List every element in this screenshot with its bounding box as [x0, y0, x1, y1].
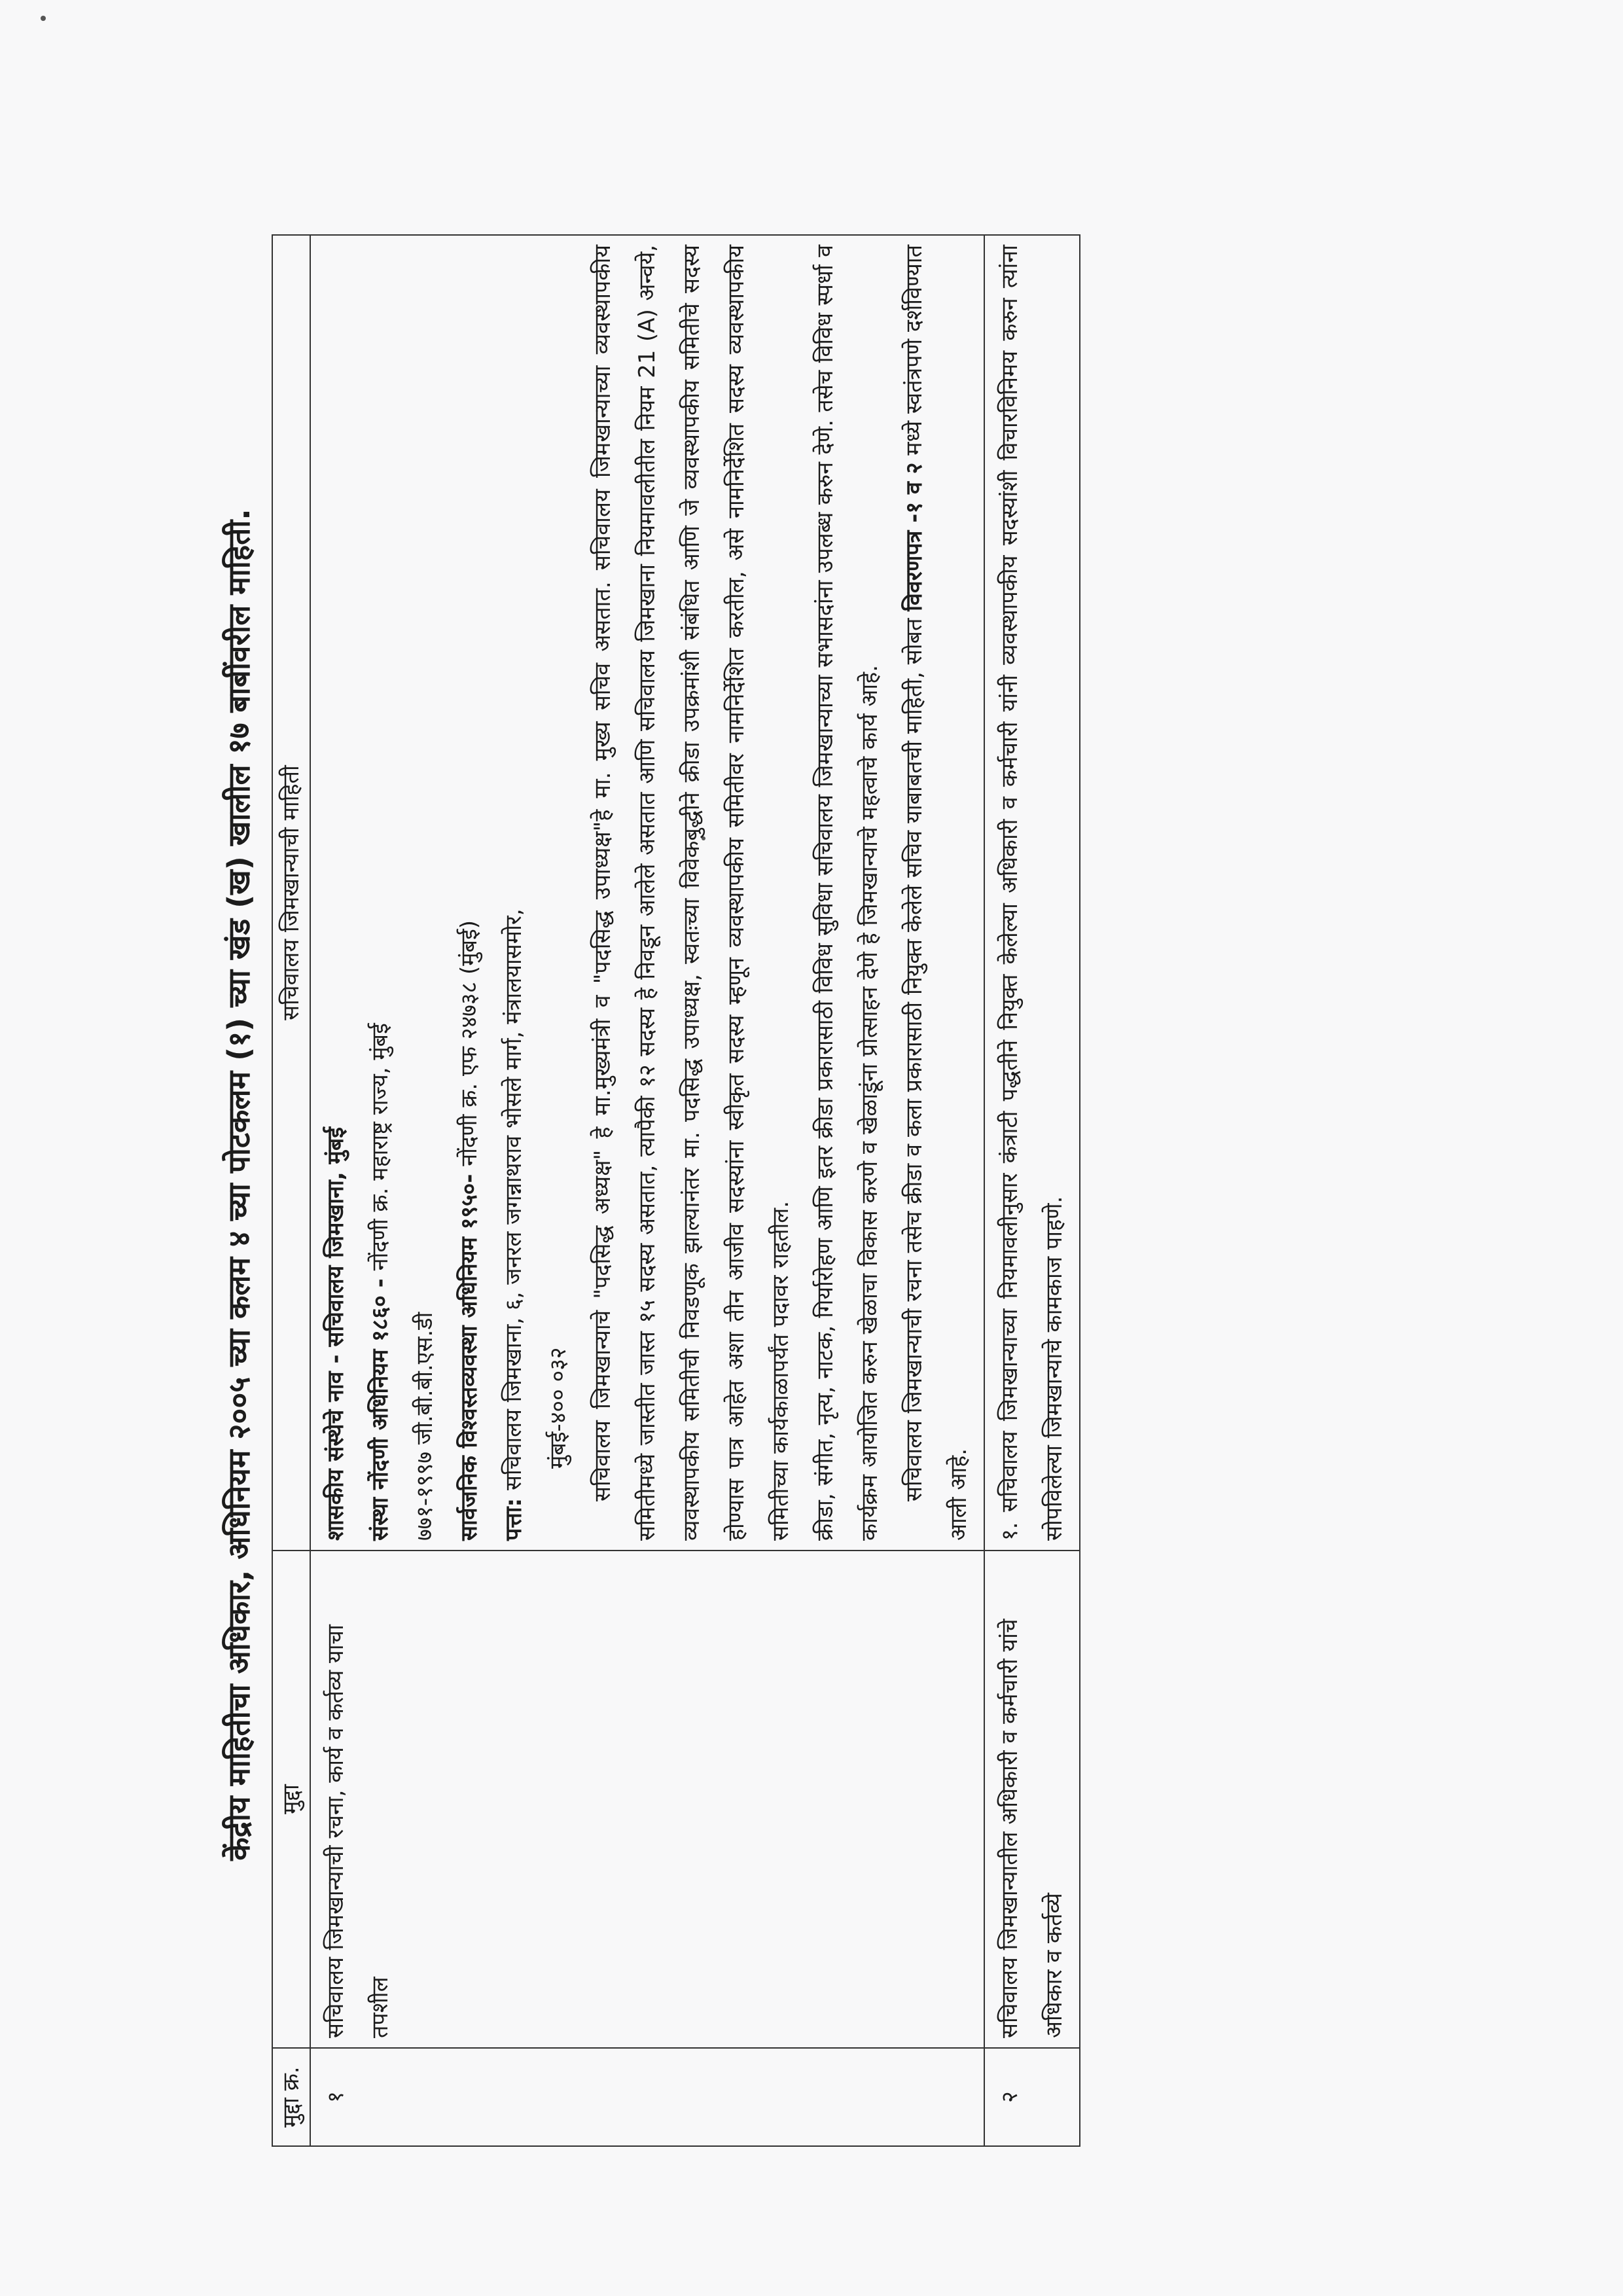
- header-point: मुद्दा: [272, 1551, 310, 2048]
- row-topic: सचिवालय जिमखान्यातील अधिकारी व कर्मचारी यांचे अधिकार व कर्तव्ये: [984, 1551, 1080, 2048]
- scan-speck: [41, 16, 46, 21]
- institution-name: शासकीय संस्थेचे नाव - सचिवालय जिमखाना, मुंबई: [323, 1127, 349, 1541]
- address: [491, 245, 536, 1541]
- paragraph-structure-text-a: सचिवालय जिमखान्याची रचना तसेच क्रीडा व कला प्रकारासाठी नियुक्त केलेले सचिव याबाबतची माहिती, सोबत: [901, 611, 927, 1501]
- registration-act-1860: [358, 245, 402, 1541]
- row-number: १: [310, 2048, 984, 2146]
- paragraph-activities: क्रीडा, संगीत, नृत्य, नाटक, गिर्यारोहण आणि इतर क्रीडा प्रकारासाठी विविध सुविधा सचिवालय जिमखान्याच्या सभासदांना उपलब्ध करुन देणे. तसेच विविध स्पर्धा व कार्यक्रम आयोजित करुन खेळाचा विकास करणे व खेळाडूंना प्रोत्साहन देणे हे जिमखान्याचे महत्वाचे कार्य आहे.: [812, 245, 883, 1541]
- address-text: सचिवालय जिमखाना, ६, जनरल जगन्नाथराव भोसले मार्ग, मंत्रालयासमोर,: [501, 908, 527, 1490]
- statement-reference: विवरणपत्र -१ व २: [901, 462, 927, 611]
- registration-number: ७७१-१९९७ जी.बी.बी.एस.डी: [412, 1312, 438, 1541]
- paragraph-structure: [892, 245, 981, 1541]
- row-details: [984, 235, 1080, 1551]
- row-details: [310, 235, 984, 1551]
- row-number: २: [984, 2048, 1080, 2146]
- public-trust-act-label: सार्वजनिक विश्वस्तव्यवस्था अधिनियम १९५०-: [456, 1166, 482, 1541]
- table-row: [310, 235, 984, 2146]
- duties-paragraph: १. सचिवालय जिमखान्याच्या नियमावलीनुसार कंत्राटी पद्धतीने नियुक्त केलेल्या अधिकारी व कर्मचारी यांनी व्यवस्थापकीय सदस्यांशी विचारविनिमय करुन त्यांना सोपविलेल्या जिमखान्याचे कामकाज पाहणे.: [997, 245, 1067, 1541]
- registration-act-1860-label: संस्था नोंदणी अधिनियम १८६० -: [367, 1270, 393, 1541]
- document-title: केंद्रीय माहितीचा अधिकार, अधिनियम २००५ च्या कलम ४ च्या पोटकलम (१) च्या खंड (ख) खालील १७ बाबींवरील माहिती.: [221, 509, 257, 1861]
- row-topic: सचिवालय जिमखान्याची रचना, कार्य व कर्तव्य याचा तपशील: [310, 1551, 984, 2048]
- rotated-document: [209, 216, 1486, 2153]
- paragraph-committee: सचिवालय जिमखान्याचे "पदसिद्ध अध्यक्ष" हे मा.मुख्यमंत्री व "पदसिद्ध उपाध्यक्ष"हे मा. मुख्य सचिव असतात. सचिवालय जिमखान्याच्या व्यवस्थापकीय समितीमध्ये जास्तीत जास्त १५ सदस्य असतात, त्यापैकी १२ सदस्य हे निवडून आलेले असतात आणि सचिवालय जिमखाना नियमावलीतील नियम 21 (A) अन्वये, व्यवस्थापकीय समितीची निवडणूक झाल्यानंतर मा. पदसिद्ध उपाध्यक्ष, स्वतःच्या विवेकबुद्धीने क्रीडा उपक्रमांशी संबंधित आणि जे व्यवस्थापकीय समितीचे सदस्य होण्यास पात्र आहेत अशा तीन आजीव सदस्यांना स्वीकृत सदस्य म्हणून व्यवस्थापकीय समितीवर नामनिर्देशित करतील, असे नामनिर्देशित सदस्य व्यवस्थापकीय समितीच्या कार्यकाळापर्यंत पदावर राहतील.: [590, 245, 794, 1541]
- information-table: [272, 234, 1080, 2147]
- address-city: मुंबई-४०० ०३२: [545, 1347, 571, 1469]
- public-trust-act-1950: [447, 245, 491, 1541]
- table-row: [984, 235, 1080, 2146]
- header-gymkhana-info: सचिवालय जिमखान्याची माहिती: [272, 235, 310, 1551]
- public-trust-act-value: नोंदणी क्र. एफ २४७३८ (मुंबई): [456, 920, 482, 1166]
- address-label: पत्ता:: [501, 1490, 527, 1541]
- registration-act-1860-value: नोंदणी क्र. महाराष्ट्र राज्य, मुंबई: [367, 1023, 393, 1271]
- header-point-number: मुद्दा क्र.: [272, 2048, 310, 2146]
- table-header-row: [272, 235, 310, 2146]
- paragraph-structure-text-b: मध्ये स्वतंत्रपणे दर्शविण्यात आली आहे.: [901, 245, 972, 1541]
